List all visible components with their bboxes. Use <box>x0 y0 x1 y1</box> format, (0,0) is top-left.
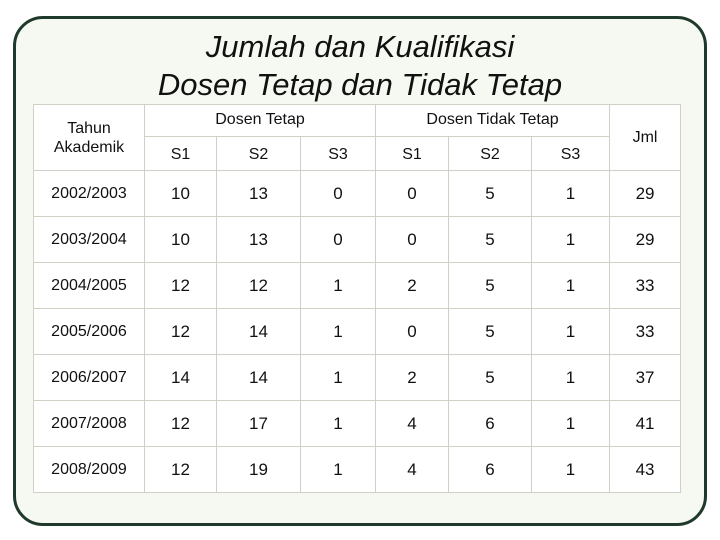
header-dosen-tidak-tetap: Dosen Tidak Tetap <box>376 105 610 137</box>
header-jml: Jml <box>610 105 681 171</box>
cell-tetap-s2: 14 <box>217 309 301 355</box>
cell-tetap-s2: 19 <box>217 447 301 493</box>
cell-tidak-tetap-s3: 1 <box>532 401 610 447</box>
cell-tetap-s3: 1 <box>301 447 376 493</box>
cell-jml: 43 <box>610 447 681 493</box>
header-tetap-s3: S3 <box>301 137 376 171</box>
cell-tidak-tetap-s1: 2 <box>376 355 449 401</box>
title-line-2: Dosen Tetap dan Tidak Tetap <box>157 67 563 102</box>
cell-tetap-s3: 1 <box>301 263 376 309</box>
cell-tetap-s1: 12 <box>145 447 217 493</box>
header-tahun-line1: Tahun <box>67 119 111 137</box>
cell-tetap-s2: 12 <box>217 263 301 309</box>
cell-tidak-tetap-s2: 5 <box>449 171 532 217</box>
cell-tidak-tetap-s1: 4 <box>376 447 449 493</box>
cell-tetap-s3: 1 <box>301 355 376 401</box>
cell-tidak-tetap-s2: 5 <box>449 355 532 401</box>
cell-tidak-tetap-s1: 0 <box>376 171 449 217</box>
cell-jml: 41 <box>610 401 681 447</box>
cell-tidak-tetap-s2: 6 <box>449 447 532 493</box>
cell-tetap-s3: 0 <box>301 217 376 263</box>
cell-tetap-s1: 10 <box>145 171 217 217</box>
cell-tidak-tetap-s3: 1 <box>532 217 610 263</box>
cell-tidak-tetap-s3: 1 <box>532 447 610 493</box>
cell-tetap-s3: 1 <box>301 309 376 355</box>
cell-tetap-s2: 13 <box>217 217 301 263</box>
cell-jml: 33 <box>610 263 681 309</box>
cell-tetap-s2: 13 <box>217 171 301 217</box>
cell-year: 2002/2003 <box>34 171 145 217</box>
cell-tetap-s3: 1 <box>301 401 376 447</box>
cell-tetap-s2: 14 <box>217 355 301 401</box>
cell-jml: 37 <box>610 355 681 401</box>
title-line-1: Jumlah dan Kualifikasi <box>205 29 515 64</box>
cell-tetap-s1: 12 <box>145 401 217 447</box>
table-row <box>34 447 681 493</box>
cell-year: 2005/2006 <box>34 309 145 355</box>
cell-year: 2003/2004 <box>34 217 145 263</box>
cell-tidak-tetap-s2: 6 <box>449 401 532 447</box>
cell-jml: 33 <box>610 309 681 355</box>
cell-year: 2004/2005 <box>34 263 145 309</box>
lecturer-table <box>33 104 681 493</box>
table-row <box>34 263 681 309</box>
cell-tidak-tetap-s1: 0 <box>376 309 449 355</box>
cell-tidak-tetap-s1: 2 <box>376 263 449 309</box>
table-row <box>34 355 681 401</box>
cell-tetap-s1: 12 <box>145 309 217 355</box>
table-row <box>34 171 681 217</box>
cell-tidak-tetap-s3: 1 <box>532 171 610 217</box>
cell-tidak-tetap-s1: 4 <box>376 401 449 447</box>
cell-tetap-s1: 10 <box>145 217 217 263</box>
cell-year: 2006/2007 <box>34 355 145 401</box>
cell-tidak-tetap-s2: 5 <box>449 263 532 309</box>
cell-tidak-tetap-s2: 5 <box>449 309 532 355</box>
header-dosen-tetap: Dosen Tetap <box>145 105 376 137</box>
cell-tetap-s3: 0 <box>301 171 376 217</box>
cell-jml: 29 <box>610 217 681 263</box>
header-tidak-tetap-s1: S1 <box>376 137 449 171</box>
header-tidak-tetap-s2: S2 <box>449 137 532 171</box>
table-row <box>34 401 681 447</box>
header-tahun-line2: Akademik <box>53 138 125 156</box>
cell-tidak-tetap-s1: 0 <box>376 217 449 263</box>
cell-year: 2007/2008 <box>34 401 145 447</box>
header-tahun-akademik <box>34 105 145 171</box>
header-tetap-s2: S2 <box>217 137 301 171</box>
cell-year: 2008/2009 <box>34 447 145 493</box>
header-tidak-tetap-s3: S3 <box>532 137 610 171</box>
cell-tetap-s1: 14 <box>145 355 217 401</box>
header-tetap-s1: S1 <box>145 137 217 171</box>
cell-tidak-tetap-s3: 1 <box>532 263 610 309</box>
cell-tidak-tetap-s3: 1 <box>532 309 610 355</box>
cell-tidak-tetap-s3: 1 <box>532 355 610 401</box>
cell-tidak-tetap-s2: 5 <box>449 217 532 263</box>
cell-tetap-s2: 17 <box>217 401 301 447</box>
cell-tetap-s1: 12 <box>145 263 217 309</box>
table-row <box>34 217 681 263</box>
table-row <box>34 309 681 355</box>
cell-jml: 29 <box>610 171 681 217</box>
